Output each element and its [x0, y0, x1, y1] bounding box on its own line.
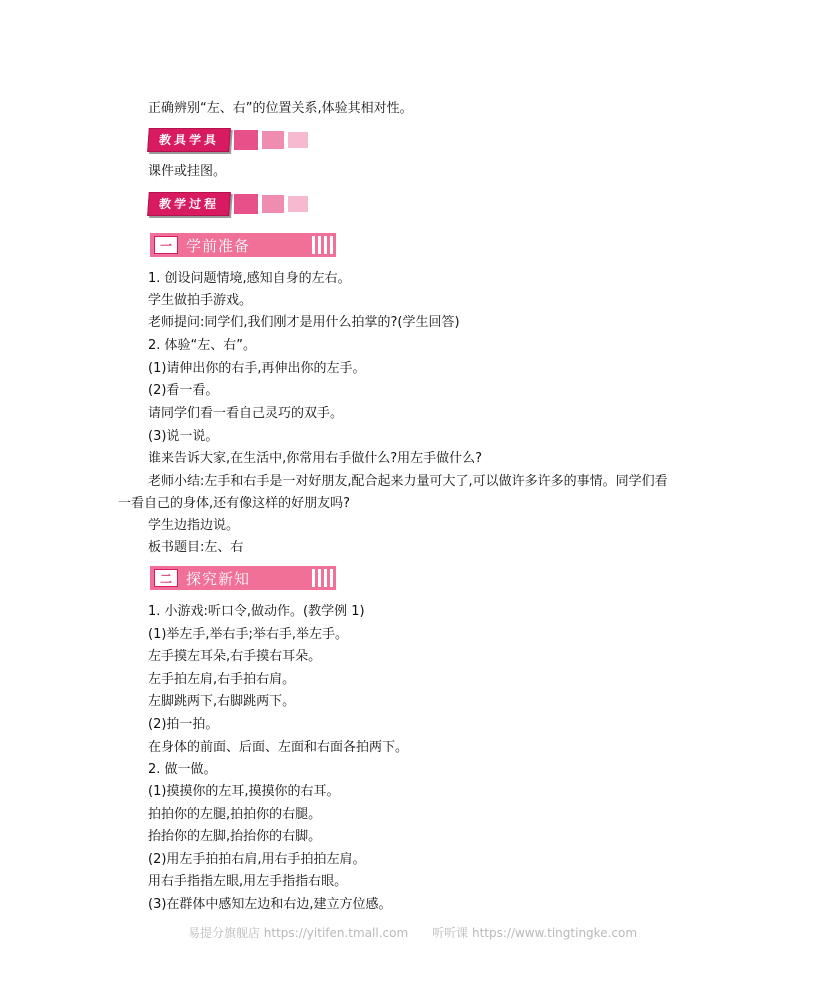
tools-text: 课件或挂图。 [148, 164, 227, 179]
banner-stripes [312, 569, 333, 587]
text-line: 用右手指指左眼,用左手指指右眼。 [148, 874, 348, 889]
section-banner-1 [150, 233, 336, 257]
section-banner-2 [150, 566, 336, 590]
text-line: 1. 创设问题情境,感知自身的左右。 [148, 271, 351, 286]
text-line: (2)用左手拍拍右肩,用右手拍拍左肩。 [148, 852, 366, 867]
tag-decor-square [262, 131, 284, 149]
text-line: (1)请伸出你的右手,再伸出你的左手。 [148, 361, 366, 376]
text-line: 2. 做一做。 [148, 762, 217, 777]
text-line: (3)在群体中感知左边和右边,建立方位感。 [148, 897, 392, 912]
text-line: 2. 体验“左、右”。 [148, 338, 257, 353]
tag-decor-square [234, 130, 258, 150]
text-line: 请同学们看一看自己灵巧的双手。 [148, 406, 344, 421]
section-number: 一 [154, 236, 178, 254]
summary-line-continued: 一看自己的身体,还有像这样的好朋友吗? [118, 496, 351, 511]
text-line: (2)拍一拍。 [148, 717, 219, 732]
text-line: 左手拍左肩,右手拍右肩。 [148, 672, 296, 687]
text-line: 在身体的前面、后面、左面和右面各拍两下。 [148, 740, 409, 755]
section-number: 二 [154, 569, 178, 587]
text-line: (3)说一说。 [148, 429, 219, 444]
text-line: (1)摸摸你的左耳,摸摸你的右耳。 [148, 784, 340, 799]
text-line: 左脚跳两下,右脚跳两下。 [148, 694, 296, 709]
tag-decor-square [288, 196, 308, 212]
tag-decor-square [288, 132, 308, 148]
tag-tools-label: 教具学具 [147, 128, 231, 152]
text-line: 拍拍你的左腿,拍拍你的右腿。 [148, 807, 322, 822]
text-line: 学生边指边说。 [148, 518, 240, 533]
summary-line: 老师小结:左手和右手是一对好朋友,配合起来力量可大了,可以做许多许多的事情。同学们看 [148, 474, 668, 489]
text-line: 左手摸左耳朵,右手摸右耳朵。 [148, 649, 322, 664]
section-title: 学前准备 [186, 236, 251, 255]
banner-stripes [312, 236, 333, 254]
section-title: 探究新知 [186, 569, 251, 588]
text-line: 板书题目:左、右 [148, 540, 244, 555]
tag-decor-square [234, 194, 258, 214]
text-line: 抬抬你的左脚,抬抬你的右脚。 [148, 829, 322, 844]
tag-decor-square [262, 195, 284, 213]
tag-tools [148, 128, 308, 152]
tag-process [148, 192, 308, 216]
text-line: (2)看一看。 [148, 383, 219, 398]
text-line: 老师提问:同学们,我们刚才是用什么拍掌的?(学生回答) [148, 315, 460, 330]
text-line: 1. 小游戏:听口令,做动作。(教学例 1) [148, 604, 365, 619]
text-line: (1)举左手,举右手;举右手,举左手。 [148, 627, 349, 642]
text-line: 学生做拍手游戏。 [148, 293, 253, 308]
footer-watermark: 易提分旗舰店 https://yitifen.tmall.com 听听课 https://www.tingtingke.com [187, 926, 638, 940]
intro-text: 正确辨别“左、右”的位置关系,体验其相对性。 [148, 101, 413, 116]
text-line: 谁来告诉大家,在生活中,你常用右手做什么?用左手做什么? [148, 451, 483, 466]
tag-process-label: 教学过程 [147, 192, 231, 216]
